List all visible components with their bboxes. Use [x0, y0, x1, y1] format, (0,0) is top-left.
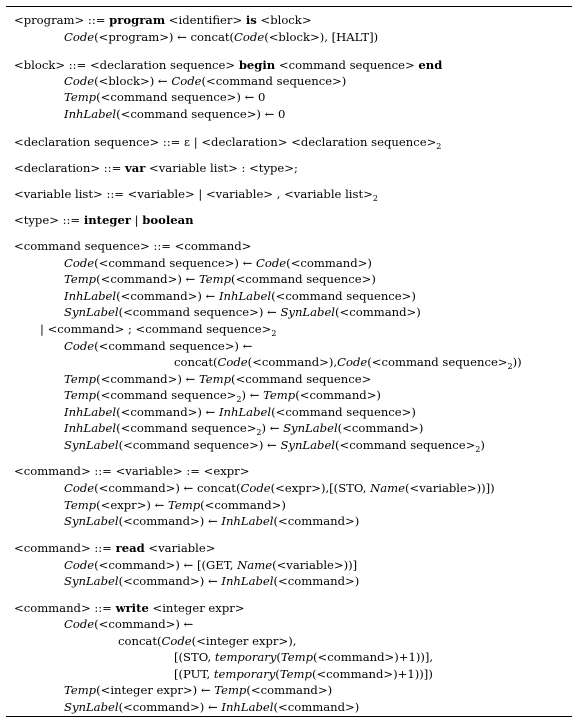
production-read: <command> ::= read <variable>: [14, 541, 216, 555]
rule-line: [(PUT, temporary(Temp(<command>)+1))]): [174, 667, 433, 681]
rule-line: InhLabel(<command>) ← InhLabel(<command sequence>): [64, 289, 416, 303]
rule-line: Code(<command>) ←: [64, 617, 194, 631]
production-program: <program> ::= program <identifier> is <block>: [14, 13, 312, 27]
rule-line: SynLabel(<command>) ← InhLabel(<command>): [64, 574, 360, 588]
rule-line: Code(<command>) ← concat(Code(<expr>),[(STO, Name(<variable>))]): [64, 481, 495, 495]
rule-inhlabel-block: InhLabel(<command sequence>) ← 0: [64, 107, 286, 121]
production-variable-list: <variable list> ::= <variable> | <variable> , <variable $list>_2$: [14, 187, 378, 203]
production-type: <type> ::= integer | boolean: [14, 213, 194, 227]
production-assignment: <command> ::= <variable> := <expr>: [14, 464, 250, 478]
rule-line: concat(Code(<integer expr>),: [118, 634, 297, 648]
rule-line: Temp(<command>) ← Temp(<command sequence>): [64, 272, 376, 286]
production-alternative: | <command> ; <command $sequence>_2$: [40, 322, 277, 338]
rule-code-block: Code(<block>) ← Code(<command sequence>): [64, 74, 347, 88]
rule-code-program: Code(<program>) ← concat(Code(<block>), [HALT]): [64, 30, 379, 44]
production-command-sequence: <command sequence> ::= <command>: [14, 239, 252, 253]
top-rule: [6, 6, 572, 7]
rule-line: InhLabel(<command $sequence>_2$) ← SynLabel(<command>): [64, 421, 424, 437]
production-write: <command> ::= write <integer expr>: [14, 601, 245, 615]
rule-line: Temp(<command>) ← Temp(<command sequence>: [64, 372, 372, 386]
rule-line: concat(Code(<command>),Code(<command $sequence>_2$)): [174, 355, 522, 371]
rule-line: SynLabel(<command sequence>) ← SynLabel(<command $sequence>_2$): [64, 438, 485, 454]
production-declaration: <declaration> ::= var <variable list> : <type>;: [14, 161, 298, 175]
production-declaration-sequence: <declaration sequence> ::= ε | <declaration> <declaration $sequence>_2$: [14, 135, 442, 151]
rule-line: SynLabel(<command>) ← InhLabel(<command>): [64, 514, 360, 528]
rule-line: [(STO, temporary(Temp(<command>)+1))],: [174, 650, 434, 664]
bottom-rule: [6, 716, 572, 717]
rule-line: Temp(<command $sequence>_2$) ← Temp(<command>): [64, 388, 381, 404]
rule-line: Code(<command>) ← [(GET, Name(<variable>))]: [64, 558, 358, 572]
rule-line: SynLabel(<command>) ← InhLabel(<command>): [64, 700, 360, 714]
rule-line: Code(<command sequence>) ← Code(<command>): [64, 256, 372, 270]
rule-line: Temp(<integer expr>) ← Temp(<command>): [64, 683, 333, 697]
rule-line: InhLabel(<command>) ← InhLabel(<command sequence>): [64, 405, 416, 419]
rule-line: Temp(<expr>) ← Temp(<command>): [64, 498, 286, 512]
rule-line: Code(<command sequence>) ←: [64, 339, 253, 353]
rule-line: SynLabel(<command sequence>) ← SynLabel(<command>): [64, 305, 421, 319]
rule-temp-block: Temp(<command sequence>) ← 0: [64, 90, 266, 104]
production-block: <block> ::= <declaration sequence> begin <command sequence> end: [14, 58, 443, 72]
